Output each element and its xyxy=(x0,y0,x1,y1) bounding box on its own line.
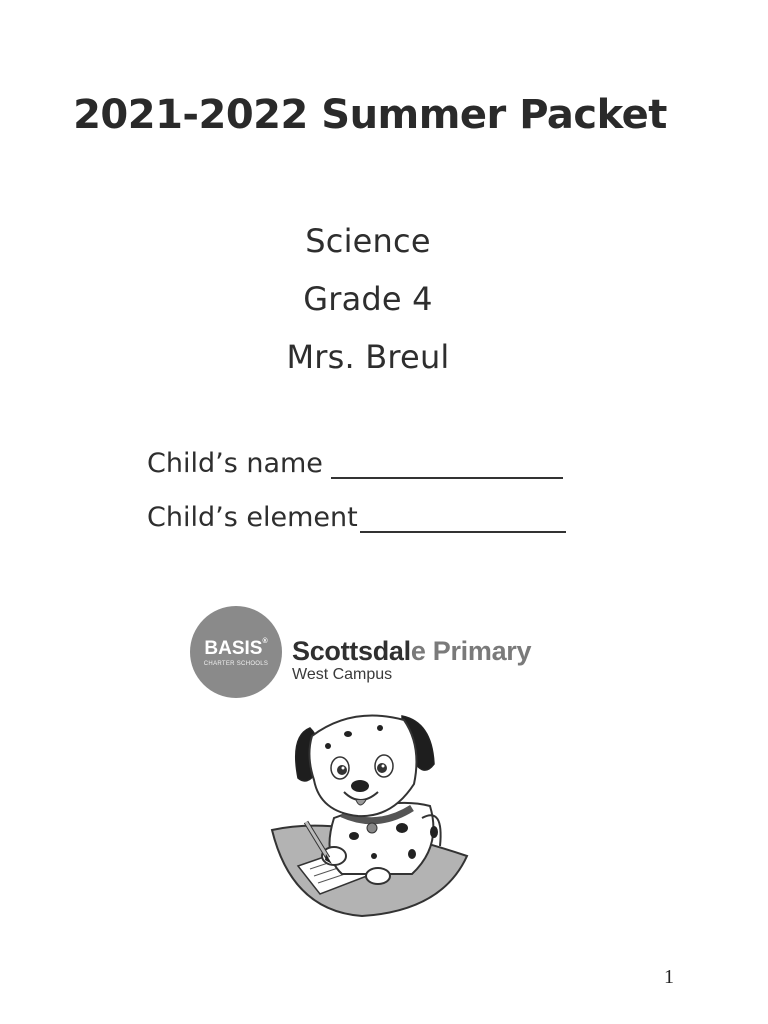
basis-logo-text: BASIS® xyxy=(204,638,268,659)
school-name-light-part: e Primary xyxy=(410,636,532,666)
child-element-field xyxy=(147,502,566,533)
child-element-label: Child’s element xyxy=(147,502,358,533)
campus-name: West Campus xyxy=(292,666,393,683)
child-name-blank-line[interactable] xyxy=(331,451,563,479)
dalmatian-mascot-illustration xyxy=(262,706,472,918)
child-name-label: Child’s name xyxy=(147,448,323,479)
subject-label: Science xyxy=(305,222,431,260)
child-element-blank-line[interactable] xyxy=(360,505,566,533)
document-title: 2021-2022 Summer Packet xyxy=(73,92,667,138)
basis-logo-circle xyxy=(190,606,282,698)
teacher-label: Mrs. Breul xyxy=(286,338,450,376)
page-number: 1 xyxy=(664,966,674,988)
school-name-dark-part: Scottsdal xyxy=(292,636,411,666)
school-name xyxy=(292,636,531,667)
child-name-field xyxy=(147,448,563,479)
basis-logo-tagline: CHARTER SCHOOLS xyxy=(203,661,269,667)
grade-label: Grade 4 xyxy=(303,280,433,318)
